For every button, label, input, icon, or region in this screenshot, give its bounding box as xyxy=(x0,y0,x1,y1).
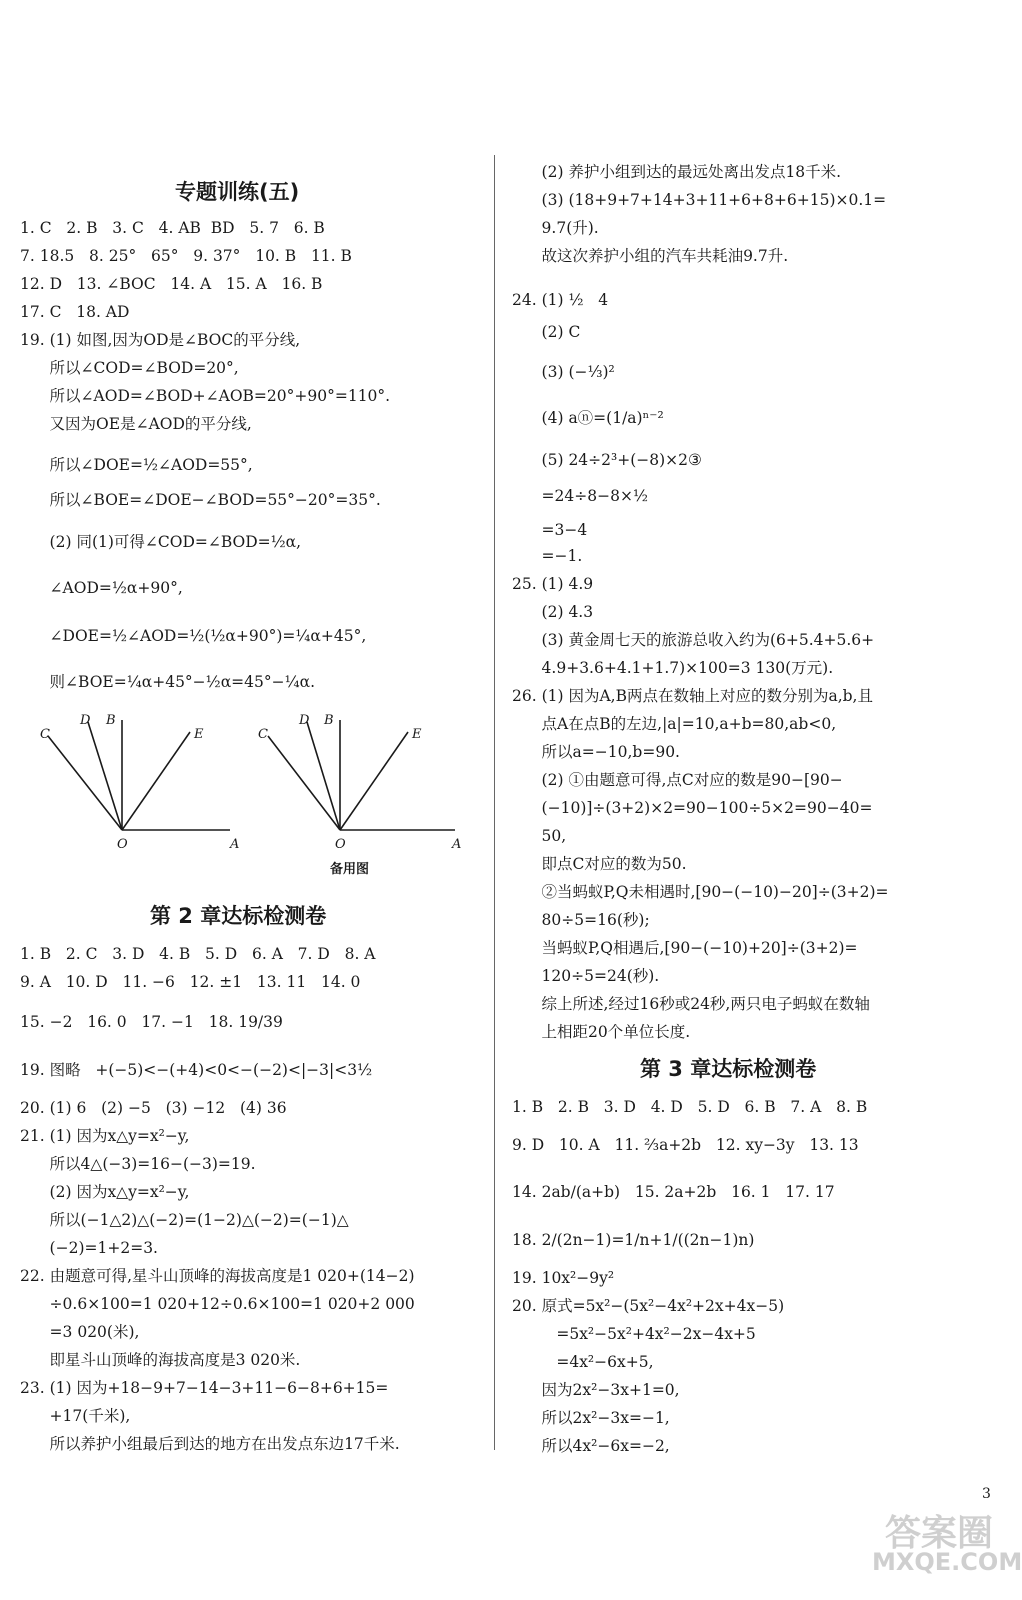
answer-line: 24. (1) ½ 4 xyxy=(512,291,609,309)
answer-line: 9.7(升). xyxy=(512,219,599,237)
answer-line: 14. 2ab/(a+b) 15. 2a+2b 16. 1 17. 17 xyxy=(512,1183,835,1201)
answer-line: 所以∠COD=∠BOD=20°, xyxy=(20,359,239,377)
section-title-chapter3: 第 3 章达标检测卷 xyxy=(640,1057,817,1081)
answer-line: 17. C 18. AD xyxy=(20,303,130,321)
column-divider xyxy=(494,155,495,1450)
answer-line: 50, xyxy=(512,827,567,845)
answer-line: 26. (1) 因为A,B两点在数轴上对应的数分别为a,b,且 xyxy=(512,687,873,705)
answer-line: 所以∠DOE=½∠AOD=55°, xyxy=(20,456,253,474)
label-o-2: O xyxy=(335,837,346,852)
answer-line: ∠AOD=½α+90°, xyxy=(20,579,183,597)
angle-figure xyxy=(30,700,470,860)
label-e-2: E xyxy=(412,727,422,742)
page-number: 3 xyxy=(982,1486,991,1502)
answer-line: =−1. xyxy=(512,547,583,565)
answer-line: =3 020(米), xyxy=(20,1323,140,1341)
answer-line: 所以养护小组最后到达的地方在出发点东边17千米. xyxy=(20,1435,400,1453)
answer-line: 又因为OE是∠AOD的平分线, xyxy=(20,415,252,433)
label-o: O xyxy=(117,837,128,852)
answer-line: 7. 18.5 8. 25° 65° 9. 37° 10. B 11. B xyxy=(20,247,352,265)
answer-line: (3) (−⅓)² xyxy=(512,363,615,381)
section-title-special-training: 专题训练(五) xyxy=(175,180,300,204)
answer-line: (3) 黄金周七天的旅游总收入约为(6+5.4+5.6+ xyxy=(512,631,875,649)
section-title-chapter2: 第 2 章达标检测卷 xyxy=(150,904,327,928)
answer-line: (−10)]÷(3+2)×2=90−100÷5×2=90−40= xyxy=(512,799,873,817)
watermark-url: MXQE.COM xyxy=(872,1548,1022,1576)
answer-line: (3) (18+9+7+14+3+11+6+8+6+15)×0.1= xyxy=(512,191,887,209)
answer-line: 所以a=−10,b=90. xyxy=(512,743,680,761)
label-b: B xyxy=(106,713,116,728)
answer-line: ∠DOE=½∠AOD=½(½α+90°)=¼α+45°, xyxy=(20,627,367,645)
answer-line: 则∠BOE=¼α+45°−½α=45°−¼α. xyxy=(20,673,316,691)
answer-line: 即点C对应的数为50. xyxy=(512,855,687,873)
answer-line: (2) C xyxy=(512,323,581,341)
answer-line: 25. (1) 4.9 xyxy=(512,575,594,593)
answer-line: 所以2x²−3x=−1, xyxy=(512,1409,670,1427)
answer-line: 22. 由题意可得,星斗山顶峰的海拔高度是1 020+(14−2) xyxy=(20,1267,415,1285)
label-b-2: B xyxy=(324,713,334,728)
watermark-logo: 答案圈 xyxy=(885,1513,994,1554)
answer-line: 故这次养护小组的汽车共耗油9.7升. xyxy=(512,247,789,265)
answer-line: 1. B 2. B 3. D 4. D 5. D 6. B 7. A 8. B xyxy=(512,1098,868,1116)
label-a: A xyxy=(230,837,240,852)
answer-line: 19. 图略 +(−5)<−(+4)<0<−(−2)<|−3|<3½ xyxy=(20,1061,373,1079)
answer-line: 9. D 10. A 11. ⅔a+2b 12. xy−3y 13. 13 xyxy=(512,1136,859,1154)
answer-line: 12. D 13. ∠BOC 14. A 15. A 16. B xyxy=(20,275,323,293)
answer-line: 19. 10x²−9y² xyxy=(512,1269,615,1287)
label-a-2: A xyxy=(452,837,462,852)
answer-line: 上相距20个单位长度. xyxy=(512,1023,691,1041)
label-c: C xyxy=(40,727,50,742)
answer-line: 1. B 2. C 3. D 4. B 5. D 6. A 7. D 8. A xyxy=(20,945,376,963)
answer-line: =5x²−5x²+4x²−2x−4x+5 xyxy=(512,1325,756,1343)
answer-line: 19. (1) 如图,因为OD是∠BOC的平分线, xyxy=(20,331,301,349)
answer-line: 即星斗山顶峰的海拔高度是3 020米. xyxy=(20,1351,301,1369)
answer-line: 点A在点B的左边,|a|=10,a+b=80,ab<0, xyxy=(512,715,837,733)
answer-line: (2) 4.3 xyxy=(512,603,594,621)
answer-line: 所以(−1△2)△(−2)=(1−2)△(−2)=(−1)△ xyxy=(20,1211,349,1229)
label-d-2: D xyxy=(299,713,310,728)
answer-line: 21. (1) 因为x△y=x²−y, xyxy=(20,1127,190,1145)
answer-line: 15. −2 16. 0 17. −1 18. 19/39 xyxy=(20,1013,283,1031)
answer-line: 120÷5=24(秒). xyxy=(512,967,660,985)
answer-line: =24÷8−8×½ xyxy=(512,487,648,505)
label-d: D xyxy=(80,713,91,728)
answer-line: (4) aⓝ=(1/a)ⁿ⁻² xyxy=(512,409,664,427)
answer-line: 80÷5=16(秒); xyxy=(512,911,650,929)
answer-line: (5) 24÷2³+(−8)×2③ xyxy=(512,451,702,469)
label-c-2: C xyxy=(258,727,268,742)
answer-line: (2) 同(1)可得∠COD=∠BOD=½α, xyxy=(20,533,302,551)
answer-line: 9. A 10. D 11. −6 12. ±1 13. 11 14. 0 xyxy=(20,973,361,991)
answer-line: (2) 养护小组到达的最远处离出发点18千米. xyxy=(512,163,842,181)
figure-caption: 备用图 xyxy=(330,862,370,877)
answer-line: ②当蚂蚁P,Q未相遇时,[90−(−10)−20]÷(3+2)= xyxy=(512,883,889,901)
answer-line: 1. C 2. B 3. C 4. AB BD 5. 7 6. B xyxy=(20,219,325,237)
answer-line: (2) 因为x△y=x²−y, xyxy=(20,1183,190,1201)
answer-line: 所以4x²−6x=−2, xyxy=(512,1437,670,1455)
answer-line: =4x²−6x+5, xyxy=(512,1353,654,1371)
answer-line: 23. (1) 因为+18−9+7−14−3+11−6−8+6+15= xyxy=(20,1379,389,1397)
answer-line: +17(千米), xyxy=(20,1407,131,1425)
answer-line: 所以∠BOE=∠DOE−∠BOD=55°−20°=35°. xyxy=(20,491,381,509)
answer-line: 20. 原式=5x²−(5x²−4x²+2x+4x−5) xyxy=(512,1297,785,1315)
answer-line: 4.9+3.6+4.1+1.7)×100=3 130(万元). xyxy=(512,659,834,677)
answer-line: (−2)=1+2=3. xyxy=(20,1239,158,1257)
answer-line: 因为2x²−3x+1=0, xyxy=(512,1381,680,1399)
answer-line: 当蚂蚁P,Q相遇后,[90−(−10)+20]÷(3+2)= xyxy=(512,939,858,957)
answer-line: 综上所述,经过16秒或24秒,两只电子蚂蚁在数轴 xyxy=(512,995,870,1013)
answer-line: =3−4 xyxy=(512,521,588,539)
answer-line: 所以4△(−3)=16−(−3)=19. xyxy=(20,1155,256,1173)
answer-line: 所以∠AOD=∠BOD+∠AOB=20°+90°=110°. xyxy=(20,387,391,405)
answer-line: 20. (1) 6 (2) −5 (3) −12 (4) 36 xyxy=(20,1099,287,1117)
answer-line: 18. 2/(2n−1)=1/n+1/((2n−1)n) xyxy=(512,1231,755,1249)
answer-line: (2) ①由题意可得,点C对应的数是90−[90− xyxy=(512,771,843,789)
answer-line: ÷0.6×100=1 020+12÷0.6×100=1 020+2 000 xyxy=(20,1295,415,1313)
label-e: E xyxy=(194,727,204,742)
